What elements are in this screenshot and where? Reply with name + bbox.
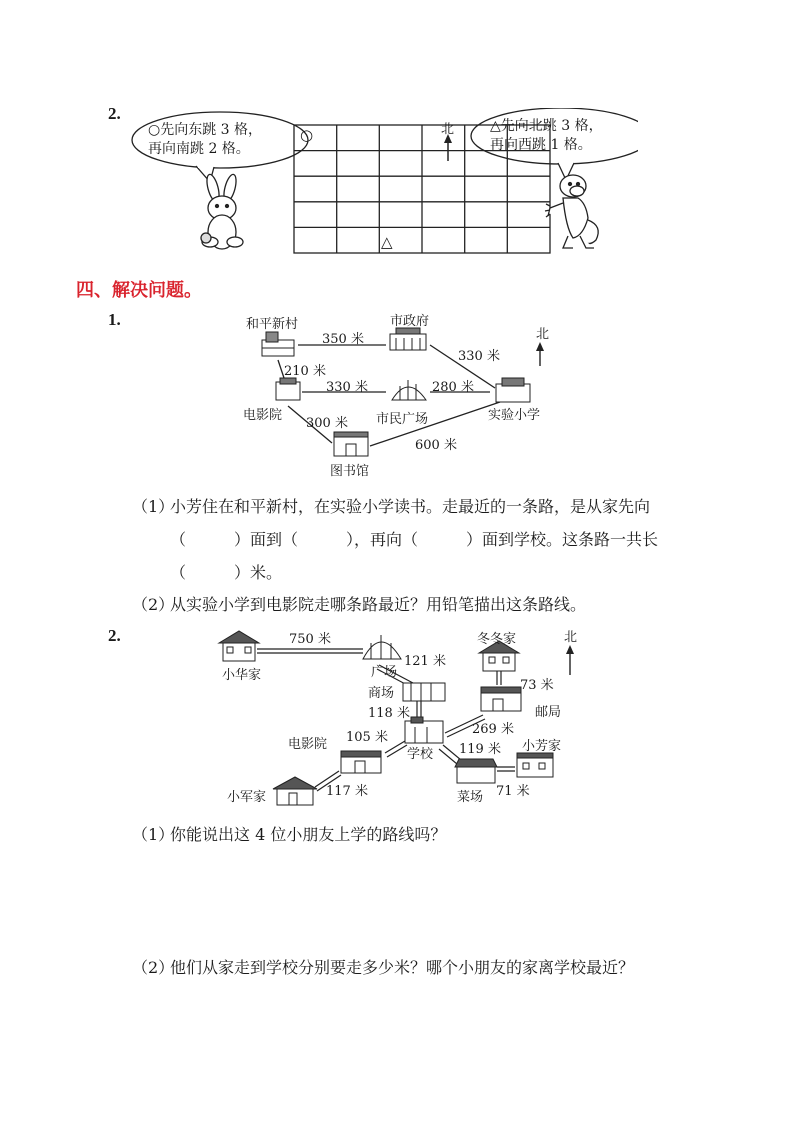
place-city-hall: 市政府 — [390, 314, 430, 329]
north-label-map-2: 北 — [564, 630, 578, 645]
rabbit-illustration — [201, 173, 243, 249]
map2-q1-prefix: （1） — [132, 825, 175, 844]
dist-school-market: 119 米 — [459, 742, 501, 757]
cinema-building — [276, 378, 300, 400]
dist-dongdong-post: 73 米 — [520, 678, 554, 693]
map1-q1-line-2: （ ）面到（ ），再向（ ）面到学校。这条路一共长 — [170, 530, 659, 549]
place-dongdong: 冬冬家 — [477, 632, 517, 647]
dist-xiaojun-cinema: 117 米 — [326, 784, 368, 799]
dist-plaza-mall: 121 米 — [404, 654, 446, 669]
city-hall-building — [390, 328, 426, 350]
heping-building — [262, 332, 294, 356]
place-post-office: 邮局 — [535, 705, 562, 720]
monkey-illustration — [545, 175, 598, 248]
north-label-map-1: 北 — [536, 327, 550, 342]
rabbit-bubble-line-2: 再向南跳 2 格。 — [148, 141, 250, 157]
place-citizen-plaza: 市民广场 — [376, 412, 429, 427]
dist-library-school: 600 米 — [415, 438, 457, 453]
xiaojun-house — [273, 777, 317, 805]
map2-q2-prefix: （2） — [132, 958, 175, 977]
north-label-1: 北 — [441, 122, 455, 137]
map1-q2-text: 从实验小学到电影院走哪条路最近？用铅笔描出这条路线。 — [170, 595, 587, 614]
rabbit-bubble-line-1: ○先向东跳 3 格， — [148, 122, 263, 138]
place-mall: 商场 — [368, 686, 395, 701]
mall-building — [403, 683, 445, 701]
post-office-building — [481, 687, 521, 711]
dist-cinema-plaza: 330 米 — [326, 380, 368, 395]
cinema-building-2 — [341, 751, 381, 773]
map2-q1-text: 你能说出这 4 位小朋友上学的路线吗？ — [170, 825, 447, 844]
monkey-bubble-line-1: △先向北跳 3 格， — [490, 118, 603, 134]
place-cinema: 电影院 — [243, 408, 283, 423]
map2-q2-text: 他们从家走到学校分别要走多少米？哪个小朋友的家离学校最近？ — [170, 958, 635, 977]
question-number-1: 1. — [108, 310, 121, 329]
place-xiaohua: 小华家 — [222, 668, 262, 683]
map1-q1-line-1: 小芳住在和平新村，在实验小学读书。走最近的一条路，是从家先向 — [170, 497, 651, 516]
triangle-start-mark: △ — [381, 233, 393, 251]
place-heping: 和平新村 — [246, 317, 299, 332]
section-4-title: 四、解决问题。 — [76, 280, 202, 301]
place-xiaojun: 小军家 — [227, 790, 267, 805]
library-building — [334, 432, 368, 456]
dist-post-school: 269 米 — [472, 722, 514, 737]
map1-q2-prefix: （2） — [132, 595, 175, 614]
xiaofang-house — [517, 753, 553, 777]
map-1-figure — [240, 318, 580, 483]
place-school-2: 学校 — [407, 747, 434, 762]
place-cinema-2: 电影院 — [288, 737, 328, 752]
place-library: 图书馆 — [330, 464, 370, 479]
plaza-dome — [392, 380, 426, 400]
place-plaza-2: 广场 — [371, 665, 398, 680]
question-number-2: 2. — [108, 104, 121, 123]
plaza-dome-2 — [363, 635, 401, 659]
dist-heping-cityhall: 350 米 — [322, 332, 364, 347]
map1-q1-prefix: （1） — [132, 497, 175, 516]
dist-cinema-school: 105 米 — [346, 730, 388, 745]
circle-start-mark: ○ — [300, 126, 314, 144]
dist-market-xiaofang: 71 米 — [496, 784, 530, 799]
school-building-2 — [405, 717, 443, 743]
map1-q1-line-3: （ ）米。 — [170, 563, 283, 582]
place-xiaofang: 小芳家 — [522, 739, 562, 754]
xiaohua-house — [219, 631, 259, 661]
place-experimental-school: 实验小学 — [488, 408, 541, 423]
market-building — [455, 759, 497, 783]
place-market: 菜场 — [457, 790, 484, 805]
experimental-school-building — [496, 378, 530, 402]
dist-plaza-school: 280 米 — [432, 380, 474, 395]
dist-mall-school: 118 米 — [368, 706, 410, 721]
question-number-2b: 2. — [108, 626, 121, 645]
monkey-bubble-line-2: 再向西跳 1 格。 — [490, 137, 592, 153]
dist-xiaohua-plaza: 750 米 — [289, 632, 331, 647]
dist-cityhall-school: 330 米 — [458, 349, 500, 364]
dist-cinema-library: 300 米 — [306, 416, 348, 431]
dist-heping-cinema: 210 米 — [284, 364, 326, 379]
